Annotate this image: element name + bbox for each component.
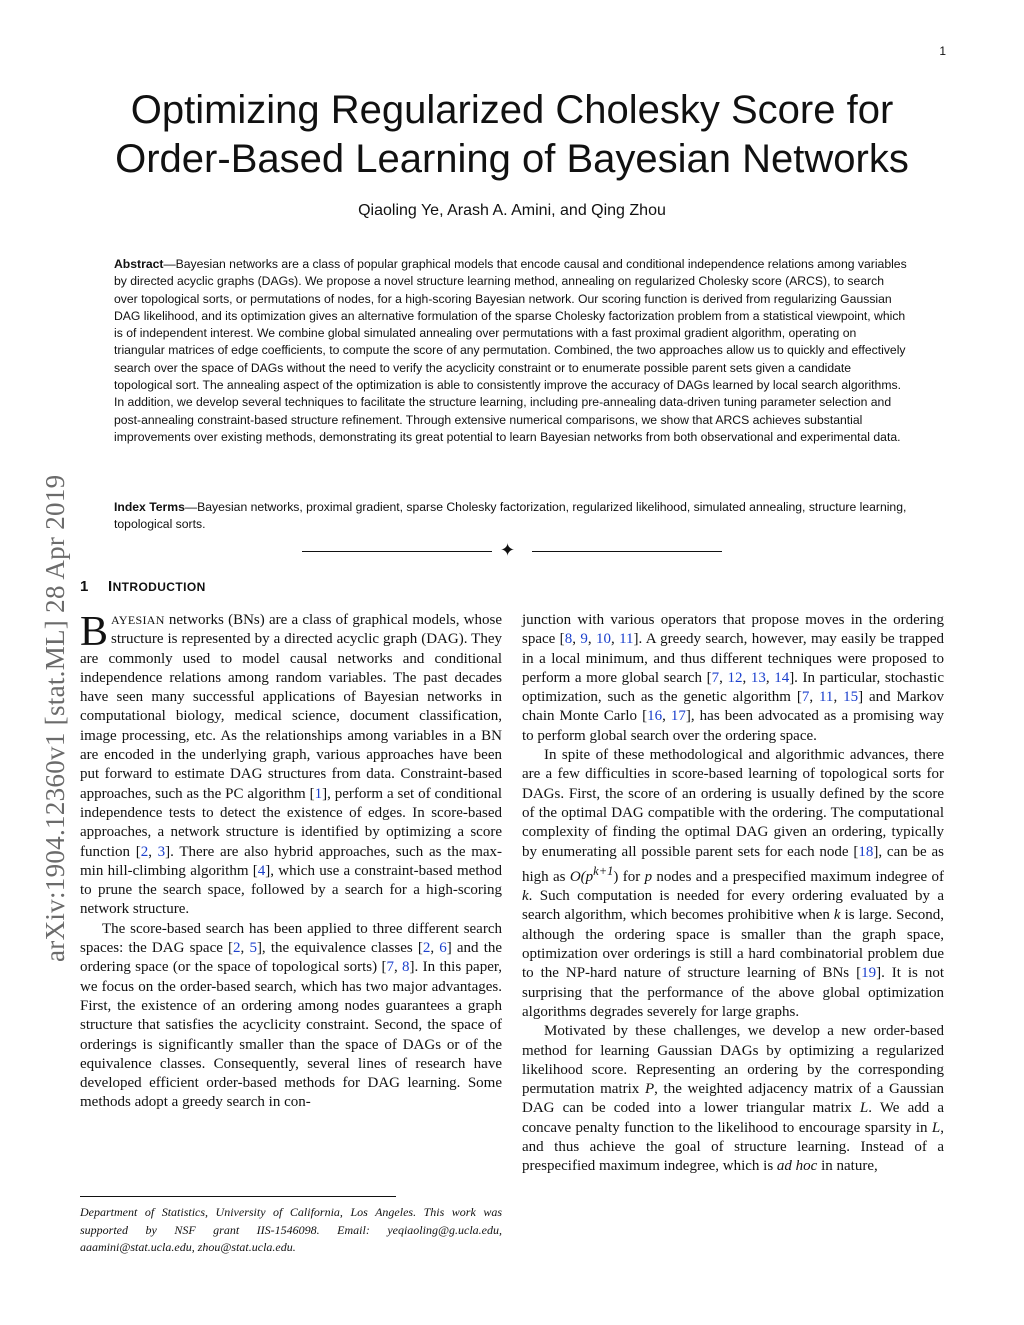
text-run: ] and the ordering space (or the space of topological sorts) [ <box>80 940 503 976</box>
paragraph <box>522 746 944 1022</box>
text-run: ], perform a set of conditional independence tests to detect the existence of edges. In score-based approaches, a network structure is identified by optimizing a score function [ <box>80 785 502 860</box>
right-column <box>522 611 944 1177</box>
section-divider <box>302 542 722 562</box>
text-run: , <box>610 631 620 648</box>
text-run: , <box>393 959 403 976</box>
text-run: ], has been advocated as a promising way to perform global search over the ordering space. <box>522 708 945 744</box>
citation-link[interactable]: 16 <box>647 708 663 725</box>
citation-link[interactable]: 11 <box>619 631 634 648</box>
footnote-rule <box>80 1196 396 1197</box>
citation-link[interactable]: 18 <box>858 843 874 860</box>
text-run: , <box>833 689 844 706</box>
math-variable: k <box>833 907 841 924</box>
citation-link[interactable]: 7 <box>386 959 394 976</box>
abstract-text: —Bayesian networks are a class of popular graphical models that encode causal and conditional independence relations among variables by directed acyclic graphs (DAGs). We propose a novel structure learning method, annealing on regularized Cholesky score (ARCS), to search over topological sorts, or permutations of nodes, for a high-scoring Bayesian network. Our scoring function is derived from regularizing Gaussian DAG likelihood, and its optimization gives an alternative formulation of the sparse Cholesky factorization problem from a statistical viewpoint, which is of independent interest. We combine global simulated annealing over permutations with a fast proximal gradient algorithm, operating on triangular matrices of edge coefficients, to compute the score of any permutation. Combined, the two approaches allow us to quickly and effectively search over the space of DAGs without the need to verify the acyclicity constraint or to enumerate possible parent sets given a candidate topological sort. The annealing aspect of the optimization is able to consistently improve the accuracy of DAGs learned by local search algorithms. In addition, we develop several techniques to facilitate the structure learning, including pre-annealing data-driven tuning parameter selection and post-annealing constraint-based structure refinement. Through extensive numerical comparisons, we show that ARCS achieves substantial improvements over existing methods, demonstrating its great potential to learn Bayesian networks from both observational and experimental data. <box>114 257 907 444</box>
citation-link[interactable]: 17 <box>670 708 686 725</box>
text-run: ]. There are also hybrid approaches, such as the max-min hill-climbing algorithm [ <box>80 843 503 879</box>
math-variable: p <box>644 868 653 885</box>
text-run: In spite of these methodological and algorithmic advances, there are a few difficulties in score-based learning of topological sorts for DAGs. First, the score of an ordering is usually defined by the score of the optimal DAG compatible with the ordering. The computational complexity of finding the optimal DAG given an ordering, typically by enumerating all possible parent sets for each node [ <box>522 747 944 860</box>
text-run: , <box>742 669 751 686</box>
citation-link[interactable]: 6 <box>439 940 447 957</box>
citation-link[interactable]: 11 <box>818 689 834 706</box>
citation-link[interactable]: 5 <box>249 940 257 957</box>
math-variable: L <box>859 1100 869 1117</box>
authors: Qiaoling Ye, Arash A. Amini, and Qing Zhou <box>358 202 666 219</box>
text-run: . We add a concave penalty function to the likelihood to encourage sparsity in <box>522 1100 944 1136</box>
citation-link[interactable]: 10 <box>595 631 611 648</box>
text-run: , <box>430 940 440 957</box>
paragraph <box>80 611 502 920</box>
text-run: ] and Markov chain Monte Carlo [ <box>522 689 944 725</box>
citation-link[interactable]: 2 <box>140 843 149 860</box>
text-run: , <box>662 708 671 725</box>
citation-link[interactable]: 8 <box>402 959 410 976</box>
diamond-icon: ✦ <box>500 540 516 561</box>
math-variable: L <box>931 1119 941 1136</box>
citation-link[interactable]: 19 <box>861 965 877 982</box>
index-terms-text: —Bayesian networks, proximal gradient, sparse Cholesky factorization, regularized likelihood, simulated annealing, structure learning, topological sorts. <box>114 500 907 532</box>
text-run: ]. In this paper, we focus on the order-based search, which has two major advantages. First, the existence of an ordering among nodes guarantees a graph structure that satisfies the acyclicity constraint. Second, the space of orderings is significantly smaller than the space of DAGs or of the equivalence classes. Consequently, several lines of research have developed efficient order-based methods for DAG learning. Some methods adopt a greedy search in con- <box>80 959 502 1111</box>
text-run: ], the equivalence classes [ <box>256 940 423 957</box>
section-heading <box>80 578 206 595</box>
text-run: ]. In particular, stochastic optimization, such as the genetic algorithm [ <box>522 669 945 706</box>
text-run: networks (BNs) are a class of graphical models, whose structure is represented by a directed acyclic graph (DAG). They are commonly used to model causal networks and conditional independence relations among random variables. The past decades have seen many successful applications of Bayesian networks in computational biology, medical science, document classification, image processing, etc. As the relationships among variables in a BN are encoded in the underlying graph, various approaches have been put forward to estimate DAG structures from data. Constraint-based approaches, such as the PC algorithm [ <box>80 612 502 802</box>
small-caps-word: AYESIAN <box>111 613 165 627</box>
math-variable: k <box>522 888 529 905</box>
text-run: , <box>240 940 250 957</box>
citation-link[interactable]: 8 <box>564 631 573 648</box>
title-line-2: Order-Based Learning of Bayesian Networks <box>115 136 909 181</box>
text-run: nodes and a prespecified maximum indegree of <box>652 868 944 885</box>
citation-link[interactable]: 7 <box>801 689 810 706</box>
text-run: ) <box>613 868 619 885</box>
left-column <box>80 611 502 1113</box>
text-run: , <box>809 689 819 706</box>
text-run: , <box>148 843 158 860</box>
citation-link[interactable]: 1 <box>314 785 323 802</box>
section-first-letter: I <box>108 578 113 595</box>
citation-link[interactable]: 4 <box>257 862 266 879</box>
index-terms-label: Index Terms <box>114 500 185 514</box>
footnote: Department of Statistics, University of California, Los Angeles. This work was supported by NSF grant IIS-1546098. Email: yeqiaoling@g.ucla.edu, aaamini@stat.ucla.edu, zhou@stat.ucla.edu. <box>80 1205 502 1254</box>
citation-link[interactable]: 2 <box>233 940 241 957</box>
drop-cap: B <box>80 609 109 655</box>
text-run: Motivated by these challenges, we develop a new order-based method for learning Gaussian DAGs by optimizing a regularized likelihood score. Representing an ordering by the corresponding permutation matrix <box>522 1023 944 1098</box>
math-superscript: k+1 <box>593 863 614 878</box>
title-line-1: Optimizing Regularized Cholesky Score for <box>130 88 894 132</box>
text-run: . Such computation is needed for every ordering evaluated by a search algorithm, which becomes prohibitive when <box>522 888 944 924</box>
text-run: is large. Second, although the ordering space is smaller than the graph space, optimization over orderings is still a hard combinatorial problem due to the NP-hard nature of structure learning of BNs [ <box>522 907 945 982</box>
text-run: , <box>572 631 581 648</box>
abstract-label: Abstract <box>114 257 164 271</box>
paragraph <box>80 920 502 1113</box>
citation-link[interactable]: 13 <box>750 669 766 686</box>
divider-line-right <box>532 551 722 552</box>
abstract <box>114 256 910 446</box>
text-run: in nature, <box>817 1158 878 1175</box>
text-run: ], which use a constraint-based method to prune the search space, followed by a search for a high-scoring network structure. <box>80 862 502 918</box>
text-run: ]. A greedy search, however, may easily be trapped in a local minimum, and thus different techniques were proposed to perform a more global search [ <box>522 631 945 686</box>
text-run: , <box>587 631 596 648</box>
math-expression: O(p <box>569 868 594 885</box>
section-number: 1 <box>80 578 89 595</box>
arxiv-identifier: arXiv:1904.12360v1 [stat.ML] 28 Apr 2019 <box>40 474 70 962</box>
paragraph <box>522 611 944 746</box>
citation-link[interactable]: 7 <box>711 669 720 686</box>
paragraph <box>522 1022 944 1176</box>
text-run: , the weighted adjacency matrix of a Gaussian DAG can be coded into a lower triangular matrix <box>522 1081 945 1117</box>
text-run: ], can be as high as <box>522 843 944 885</box>
page-number: 1 <box>939 44 946 58</box>
emphasis: ad hoc <box>776 1158 818 1175</box>
text-run: , <box>719 669 728 686</box>
citation-link[interactable]: 9 <box>580 631 588 648</box>
citation-link[interactable]: 15 <box>843 689 859 706</box>
text-run: , and thus achieve the goal of structure learning. Instead of a prespecified maximum indegree, which is <box>522 1119 944 1175</box>
text-run: ]. It is not surprising that the performance of the above global optimization algorithms degrades severely for large graphs. <box>522 965 944 1020</box>
divider-line-left <box>302 551 492 552</box>
citation-link[interactable]: 3 <box>157 843 166 860</box>
text-run: , <box>765 669 775 686</box>
text-run: The score-based search has been applied to three different search spaces: the DAG space [ <box>80 920 502 957</box>
index-terms <box>114 499 910 534</box>
text-run: junction with various operators that propose moves in the ordering space [ <box>522 612 944 648</box>
citation-link[interactable]: 12 <box>727 669 743 686</box>
math-variable: P <box>644 1081 655 1098</box>
citation-link[interactable]: 14 <box>774 669 790 686</box>
citation-link[interactable]: 2 <box>422 940 431 957</box>
text-run: for <box>618 868 645 885</box>
section-title-rest: NTRODUCTION <box>112 580 206 594</box>
paper-title <box>80 86 944 184</box>
